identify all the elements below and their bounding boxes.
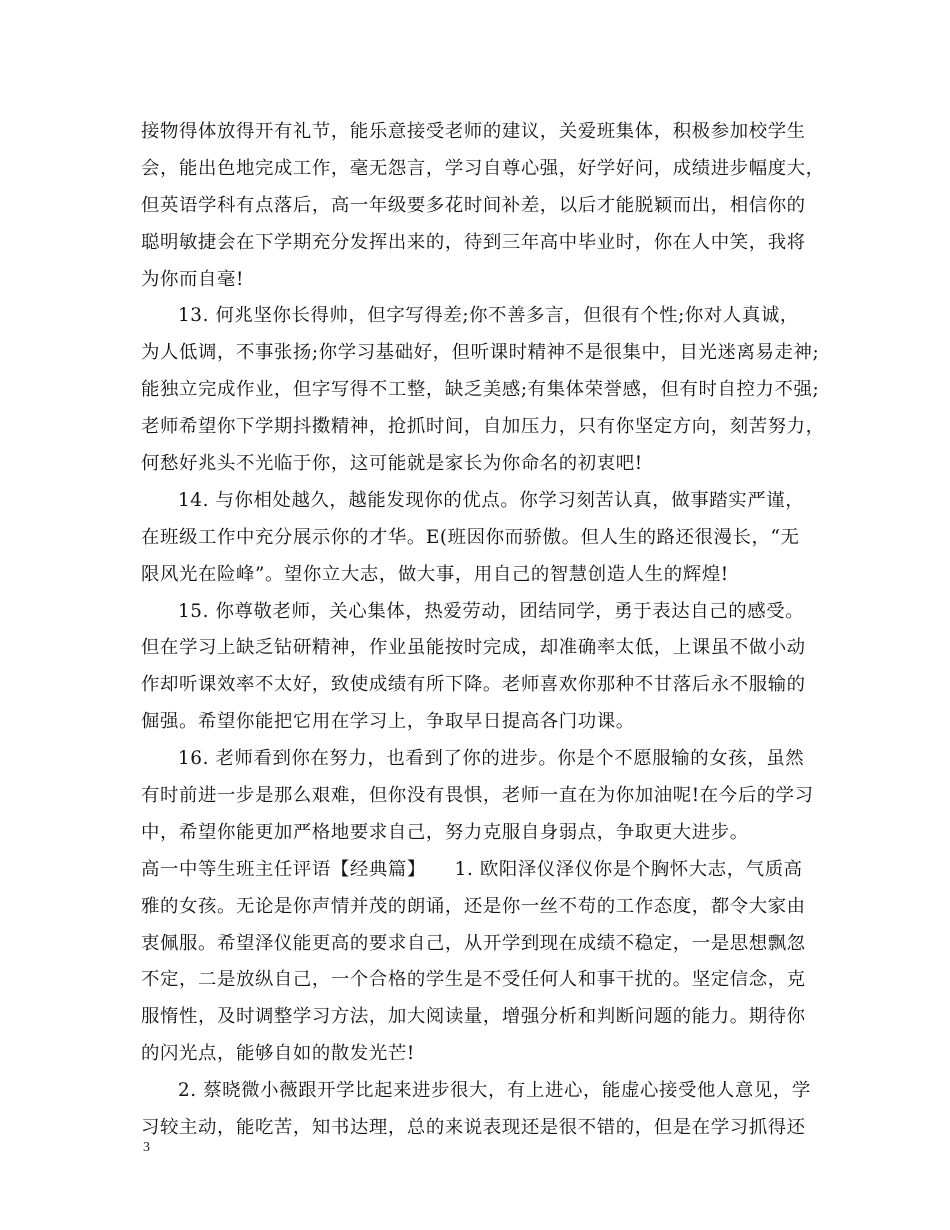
text-line: 不定，二是放纵自己，一个合格的学生是不受任何人和事干扰的。坚定信念，克 [141, 969, 806, 991]
text-line: 2. 蔡晓微小薇跟开学比起来进步很大，有上进心，能虚心接受他人意见，学 [178, 1080, 811, 1102]
text-line: 衷佩服。希望泽仪能更高的要求自己，从开学到现在成绩不稳定，一是思想飘忽 [141, 932, 806, 954]
page-number: 3 [143, 1140, 150, 1155]
text-line: 接物得体放得开有礼节，能乐意接受老师的建议，关爱班集体，积极参加校学生 [141, 121, 806, 142]
text-line: 能独立完成作业，但字写得不工整，缺乏美感;有集体荣誉感，但有时自控力不强; [141, 379, 820, 401]
document-body [141, 114, 825, 1147]
text-line: 限风光在险峰”。望你立大志，做大事，用自己的智慧创造人生的辉煌! [141, 563, 729, 585]
text-line: 倔强。希望你能把它用在学习上，争取早日提高各门功课。 [141, 711, 635, 733]
text-line: 13. 何兆坚你长得帅，但字写得差;你不善多言，但很有个性;你对人真诚， [178, 305, 799, 327]
text-line: 有时前进一步是那么艰难，但你没有畏惧，老师一直在为你加油呢!在今后的学习 [141, 785, 814, 807]
text-line: 但在学习上缺乏钻研精神，作业虽能按时完成，却准确率太低，上课虽不做小动 [141, 637, 806, 659]
text-line: 何愁好兆头不光临于你，这可能就是家长为你命名的初衷吧! [141, 453, 643, 475]
text-line: 为人低调，不事张扬;你学习基础好，但听课时精神不是很集中，目光迷离易走神; [141, 342, 820, 364]
text-line: 会，能出色地完成工作，毫无怨言，学习自尊心强，好学好问，成绩进步幅度大， [141, 157, 825, 179]
text-line: 的闪光点，能够自如的散发光芒! [141, 1043, 415, 1065]
text-line: 服惰性，及时调整学习方法，加大阅读量，增强分析和判断问题的能力。期待你 [141, 1006, 806, 1028]
text-line: 16. 老师看到你在努力，也看到了你的进步。你是个不愿服输的女孩，虽然 [178, 748, 805, 770]
text-line: 聪明敏捷会在下学期充分发挥出来的，待到三年高中毕业时，你在人中笑，我将 [141, 231, 806, 253]
text-line: 作却听课效率不太好，致使成绩有所下降。老师喜欢你那种不甘落后永不服输的 [141, 674, 806, 696]
text-line: 在班级工作中充分展示你的才华。E(班因你而骄傲。但人生的路还很漫长，“无 [141, 526, 800, 548]
text-line: 习较主动，能吃苦，知书达理，总的来说表现还是很不错的，但是在学习抓得还 [141, 1117, 806, 1139]
text-line: 中，希望你能更加严格地要求自己，努力克服自身弱点，争取更大进步。 [141, 821, 749, 843]
text-line: 但英语学科有点落后，高一年级要多花时间补差，以后才能脱颖而出，相信你的 [141, 194, 806, 216]
text-line: 为你而自毫! [141, 268, 244, 290]
text-line: 高一中等生班主任评语【经典篇】 1. 欧阳泽仪泽仪你是个胸怀大志，气质高 [141, 858, 803, 880]
text-line: 老师希望你下学期抖擞精神，抢抓时间，自加压力，只有你坚定方向，刻苦努力， [141, 416, 825, 438]
text-line: 15. 你尊敬老师，关心集体，热爱劳动，团结同学，勇于表达自己的感受。 [178, 600, 805, 622]
text-line: 14. 与你相处越久，越能发现你的优点。你学习刻苦认真，做事踏实严谨， [178, 489, 805, 511]
text-line: 雅的女孩。无论是你声情并茂的朗诵，还是你一丝不苟的工作态度，都令大家由 [141, 895, 806, 917]
